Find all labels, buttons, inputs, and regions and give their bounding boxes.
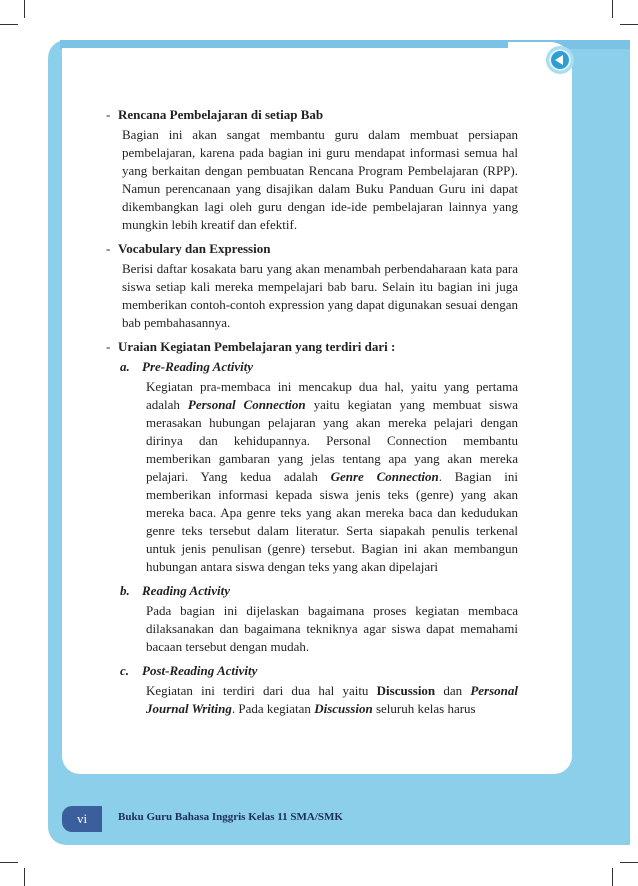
section-heading: - Rencana Pembelajaran di setiap Bab xyxy=(106,107,324,122)
section-paragraph: Bagian ini akan sangat membantu guru dalam membuat persiapan pembelajaran, karena pada bagian ini guru mendapat informasi semua hal yang berkaitan dengan pembuatan Rencana Program Pembelajaran (RPP). Namun perencanaan yang disajikan dalam Buku Panduan Guru ini dapat dikembangkan lagi oleh guru dengan ide-ide pembelajaran lainnya yang mungkin lebih kreatif dan efektif. xyxy=(122,127,518,232)
page-footer xyxy=(62,806,630,832)
subsection-paragraph: Kegiatan ini terdiri dari dua hal yaitu Discussion dan Personal Journal Writing. Pada kegiatan Discussion seluruh kelas harus xyxy=(146,683,519,716)
crop-mark xyxy=(24,868,25,886)
document-body xyxy=(100,106,518,724)
crop-mark xyxy=(24,0,25,18)
crop-mark xyxy=(0,24,18,25)
section-paragraph: Berisi daftar kosakata baru yang akan menambah perbendaharaan kata para siswa setiap kali mereka mempelajari bab baru. Selain itu bagian ini juga memberikan contoh-contoh expression yang dapat digunakan sesuai dengan bab pembahasannya. xyxy=(122,261,518,330)
section-heading: - Vocabulary dan Expression xyxy=(106,241,271,256)
crop-mark xyxy=(620,862,638,863)
page-number: vi xyxy=(62,806,102,832)
back-button[interactable] xyxy=(546,46,574,74)
book-title: Buku Guru Bahasa Inggris Kelas 11 SMA/SMK xyxy=(118,811,343,823)
subsection-paragraph: Kegiatan pra-membaca ini mencakup dua hal, yaitu yang pertama adalah Personal Connection yaitu kegiatan yang membuat siswa merasakan hubungan pelajaran yang akan mereka pelajari dengan dirinya dan kehidupannya. Personal Connection membantu memberikan gambaran yang jelas tentang apa yang akan mereka pelajari. Yang kedua adalah Genre Connection. Bagian ini memberikan informasi kepada siswa jenis teks (genre) yang akan mereka baca. Apa genre teks yang akan mereka baca dan kedudukan genre teks tersebut dalam literatur. Serta siapakah penulis terkenal untuk jenis penulisan (genre) tersebut. Bagian ini akan membangun hubungan antara siswa dengan teks yang akan dipelajari xyxy=(146,379,519,574)
crop-mark xyxy=(620,24,638,25)
subsection-heading: b. Reading Activity xyxy=(120,583,230,598)
triangle-left-icon xyxy=(555,55,563,65)
crop-mark xyxy=(612,868,613,886)
subsection-heading: a. Pre-Reading Activity xyxy=(120,359,254,374)
section-heading: - Uraian Kegiatan Pembelajaran yang terdiri dari : xyxy=(106,339,396,354)
subsection-paragraph: Pada bagian ini dijelaskan bagaimana proses kegiatan membaca dilaksanakan dan bagaimana tekniknya agar siswa dapat memahami bacaan tersebut dengan mudah. xyxy=(146,603,518,654)
subsection-heading: c. Post-Reading Activity xyxy=(120,663,258,678)
crop-mark xyxy=(612,0,613,18)
crop-mark xyxy=(0,862,18,863)
